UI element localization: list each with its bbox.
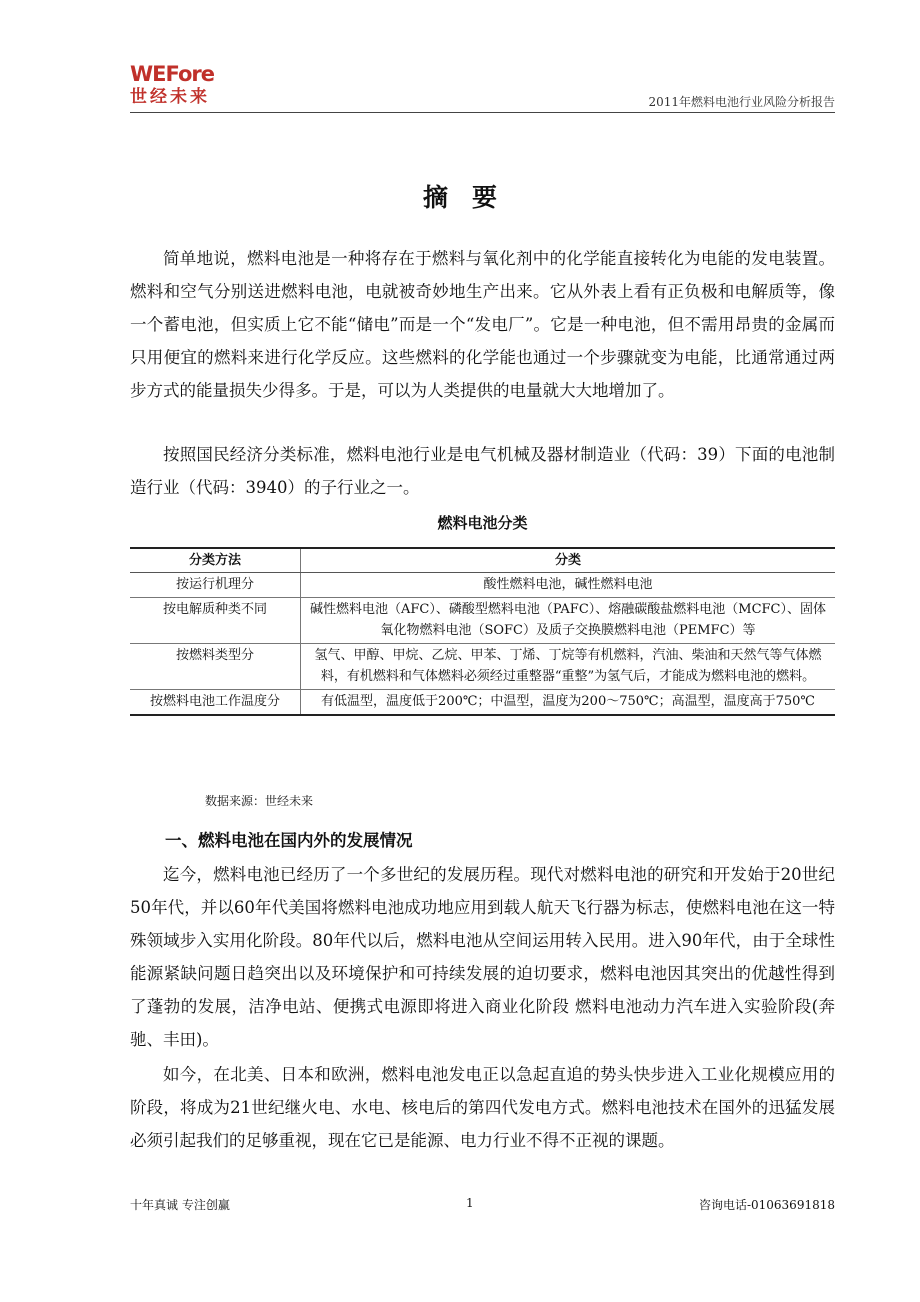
table-title: 燃料电池分类 — [437, 514, 528, 532]
table-cell-category: 氢气、甲醇、甲烷、乙烷、甲苯、丁烯、丁烷等有机燃料，汽油、柴油和天然气等气体燃料，有机燃料和气体燃料必须经过重整器“重整”为氢气后，才能成为燃料电池的燃料。 — [301, 644, 836, 690]
paragraph-history: 迄今，燃料电池已经历了一个多世纪的发展历程。现代对燃料电池的研究和开发始于20世纪50年代，并以60年代美国将燃料电池成功地应用到载人航天飞行器为标志，使燃料电池在这一特殊领域步入实用化阶段。80年代以后，燃料电池从空间运用转入民用。进入90年代，由于全球性能源紧缺问题日趋突出以及环境保护和可持续发展的迫切要求，燃料电池因其突出的优越性得到了蓬勃的发展，洁净电站、便携式电源即将进入商业化阶段 燃料电池动力汽车进入实验阶段(奔驰、丰田)。 — [130, 865, 835, 1049]
logo-wordmark: WEFore — [130, 62, 215, 86]
column-header-category: 分类 — [301, 548, 836, 573]
logo-chinese-name: 世经未来 — [130, 87, 210, 107]
table-row — [130, 644, 835, 690]
table-cell-method: 按电解质种类不同 — [130, 598, 301, 644]
table-cell-method: 按燃料类型分 — [130, 644, 301, 690]
page-number: 1 — [466, 1196, 474, 1210]
table-cell-category: 有低温型，温度低于200℃；中温型，温度为200～750℃；高温型，温度高于750℃ — [301, 690, 836, 716]
section-heading: 一、燃料电池在国内外的发展情况 — [165, 831, 413, 850]
table-row — [130, 573, 835, 598]
data-source-note: 数据来源：世经未来 — [205, 794, 314, 808]
footer-contact: 咨询电话-01063691818 — [698, 1198, 835, 1212]
paragraph-classification: 按照国民经济分类标准，燃料电池行业是电气机械及器材制造业（代码：39）下面的电池制造行业（代码：3940）的子行业之一。 — [130, 445, 835, 497]
table-row — [130, 690, 835, 716]
column-header-method: 分类方法 — [130, 548, 301, 573]
table-header-row — [130, 548, 835, 573]
classification-table — [130, 547, 835, 716]
report-title: 2011年燃料电池行业风险分析报告 — [648, 95, 835, 109]
paragraph-outlook: 如今，在北美、日本和欧洲，燃料电池发电正以急起直追的势头快步进入工业化规模应用的阶段，将成为21世纪继火电、水电、核电后的第四代发电方式。燃料电池技术在国外的迅猛发展必须引起我们的足够重视，现在它已是能源、电力行业不得不正视的课题。 — [130, 1065, 835, 1150]
page-title: 摘要 — [422, 183, 521, 212]
table-row — [130, 598, 835, 644]
footer-slogan: 十年真诚 专注创赢 — [130, 1198, 230, 1212]
company-logo — [130, 62, 230, 108]
table-cell-category: 碱性燃料电池（AFC）、磷酸型燃料电池（PAFC）、熔融碳酸盐燃料电池（MCFC）、固体氧化物燃料电池（SOFC）及质子交换膜燃料电池（PEMFC）等 — [301, 598, 836, 644]
paragraph-definition: 简单地说，燃料电池是一种将存在于燃料与氧化剂中的化学能直接转化为电能的发电装置。燃料和空气分别送进燃料电池，电就被奇妙地生产出来。它从外表上看有正负极和电解质等，像一个蓄电池，但实质上它不能“储电”而是一个“发电厂”。它是一种电池，但不需用昂贵的金属而只用便宜的燃料来进行化学反应。这些燃料的化学能也通过一个步骤就变为电能，比通常通过两步方式的能量损失少得多。于是，可以为人类提供的电量就大大地增加了。 — [130, 249, 835, 400]
table-cell-method: 按燃料电池工作温度分 — [130, 690, 301, 716]
page-header — [130, 60, 835, 113]
table-cell-method: 按运行机理分 — [130, 573, 301, 598]
table-cell-category: 酸性燃料电池，碱性燃料电池 — [301, 573, 836, 598]
